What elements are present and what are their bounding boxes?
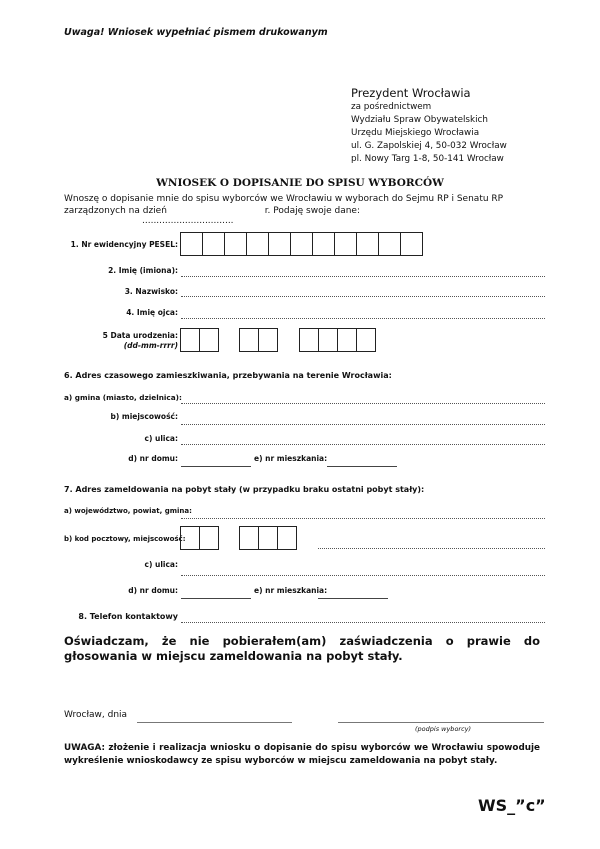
- pesel-digit-box[interactable]: [290, 232, 313, 256]
- addressee-line: Wydziału Spraw Obywatelskich: [351, 115, 488, 125]
- temp-flat-label: e) nr mieszkania:: [254, 454, 328, 463]
- temp-gmina-field[interactable]: [181, 403, 545, 404]
- birth-digit-box[interactable]: [318, 328, 338, 352]
- pesel-digit-box[interactable]: [224, 232, 247, 256]
- perm-flat-field[interactable]: [318, 598, 388, 599]
- birth-year-input[interactable]: [300, 328, 376, 352]
- warning-text: Uwaga! Wniosek wypełniać pismem drukowanym: [64, 27, 328, 38]
- intro-line: [64, 205, 503, 217]
- temp-street-label: c) ulica:: [144, 434, 178, 443]
- perm-city-field[interactable]: [318, 548, 545, 549]
- perm-region-field[interactable]: [181, 518, 545, 519]
- addressee-block: [351, 85, 507, 166]
- postcode-digit-box[interactable]: [199, 526, 219, 550]
- birth-month-input[interactable]: [240, 328, 278, 352]
- section6-heading: 6. Adres czasowego zamieszkiwania, przebywania na terenie Wrocławia:: [64, 371, 392, 380]
- addressee-line: za pośrednictwem: [351, 102, 432, 112]
- pesel-digit-box[interactable]: [356, 232, 379, 256]
- perm-house-field[interactable]: [181, 598, 251, 599]
- birth-day-input[interactable]: [181, 328, 219, 352]
- birth-digit-box[interactable]: [299, 328, 319, 352]
- birth-digit-box[interactable]: [199, 328, 219, 352]
- temp-city-field[interactable]: [181, 424, 545, 425]
- pesel-digit-box[interactable]: [180, 232, 203, 256]
- temp-street-field[interactable]: [181, 444, 545, 445]
- uwaga-note: UWAGA: złożenie i realizacja wniosku o dopisanie do spisu wyborców we Wrocławiu spowoduje wykreślenie wnioskodawcy ze spisu wyborców w miejscu zameldowania na pobyt stały.: [64, 743, 540, 766]
- signature-caption: (podpis wyborcy): [415, 725, 472, 733]
- postcode-digit-box[interactable]: [180, 526, 200, 550]
- pesel-label: 1. Nr ewidencyjny PESEL:: [70, 240, 178, 249]
- postcode-digit-box[interactable]: [277, 526, 297, 550]
- addressee-line: ul. G. Zapolskiej 4, 50-032 Wrocław: [351, 141, 507, 151]
- form-title: WNIOSEK O DOPISANIE DO SPISU WYBORCÓW: [156, 177, 444, 189]
- intro-date-label: zarządzonych na dzień: [64, 206, 167, 216]
- father-name-label: 4. Imię ojca:: [126, 308, 178, 317]
- temp-house-label: d) nr domu:: [128, 454, 178, 463]
- surname-label: 3. Nazwisko:: [124, 287, 178, 296]
- pesel-digit-box[interactable]: [334, 232, 357, 256]
- father-name-field[interactable]: [181, 318, 545, 319]
- birth-digit-box[interactable]: [258, 328, 278, 352]
- addressee-line: pl. Nowy Targ 1-8, 50-141 Wrocław: [351, 154, 504, 164]
- birth-date-label-text: 5 Data urodzenia:: [102, 331, 178, 340]
- temp-gmina-label: a) gmina (miasto, dzielnica):: [64, 393, 182, 402]
- temp-flat-field[interactable]: [327, 466, 397, 467]
- birth-digit-box[interactable]: [239, 328, 259, 352]
- signature-field[interactable]: [338, 722, 544, 723]
- pesel-digit-box[interactable]: [202, 232, 225, 256]
- surname-field[interactable]: [181, 296, 545, 297]
- phone-label: 8. Telefon kontaktowy: [78, 612, 178, 621]
- section7-heading: 7. Adres zameldowania na pobyt stały (w przypadku braku ostatni pobyt stały):: [64, 485, 425, 494]
- postcode-digit-box[interactable]: [239, 526, 259, 550]
- addressee-line: Urzędu Miejskiego Wrocławia: [351, 128, 480, 138]
- pesel-input[interactable]: [181, 232, 423, 256]
- phone-field[interactable]: [181, 622, 545, 623]
- first-name-field[interactable]: [181, 276, 545, 277]
- form-code: WS_”c”: [478, 796, 546, 815]
- birth-digit-box[interactable]: [337, 328, 357, 352]
- first-name-label: 2. Imię (imiona):: [108, 266, 178, 275]
- addressee-line: Prezydent Wrocławia: [351, 86, 471, 100]
- temp-house-field[interactable]: [181, 466, 251, 467]
- perm-street-field[interactable]: [181, 575, 545, 576]
- birth-digit-box[interactable]: [356, 328, 376, 352]
- perm-postcode-label: b) kod pocztowy, miejscowość:: [64, 535, 186, 543]
- declaration-text: Oświadczam, że nie pobierałem(am) zaświadczenia o prawie do głosowania w miejscu zameldowania na pobyt stały.: [64, 634, 540, 663]
- perm-street-label: c) ulica:: [144, 560, 178, 569]
- intro-line: Wnoszę o dopisanie mnie do spisu wyborców we Wrocławiu w wyborach do Sejmu RP i Senatu RP: [64, 194, 504, 204]
- intro-tail: r. Podaję swoje dane:: [264, 206, 360, 216]
- birth-date-format: (dd-mm-rrrr): [123, 341, 178, 350]
- temp-city-label: b) miejscowość:: [110, 412, 178, 421]
- perm-flat-label: e) nr mieszkania:: [254, 586, 328, 595]
- pesel-digit-box[interactable]: [400, 232, 423, 256]
- pesel-digit-box[interactable]: [378, 232, 401, 256]
- place-date-label: Wrocław, dnia: [64, 710, 128, 720]
- birth-date-label: [60, 331, 178, 351]
- pesel-digit-box[interactable]: [246, 232, 269, 256]
- perm-house-label: d) nr domu:: [128, 586, 178, 595]
- date-field[interactable]: [137, 722, 292, 723]
- postcode-suffix-input[interactable]: [240, 526, 297, 550]
- postcode-prefix-input[interactable]: [181, 526, 219, 550]
- intro-text: [64, 193, 503, 225]
- pesel-digit-box[interactable]: [312, 232, 335, 256]
- postcode-digit-box[interactable]: [258, 526, 278, 550]
- perm-region-label: a) województwo, powiat, gmina:: [64, 507, 192, 515]
- birth-digit-box[interactable]: [180, 328, 200, 352]
- pesel-digit-box[interactable]: [268, 232, 291, 256]
- intro-dots: ................................: [142, 216, 234, 226]
